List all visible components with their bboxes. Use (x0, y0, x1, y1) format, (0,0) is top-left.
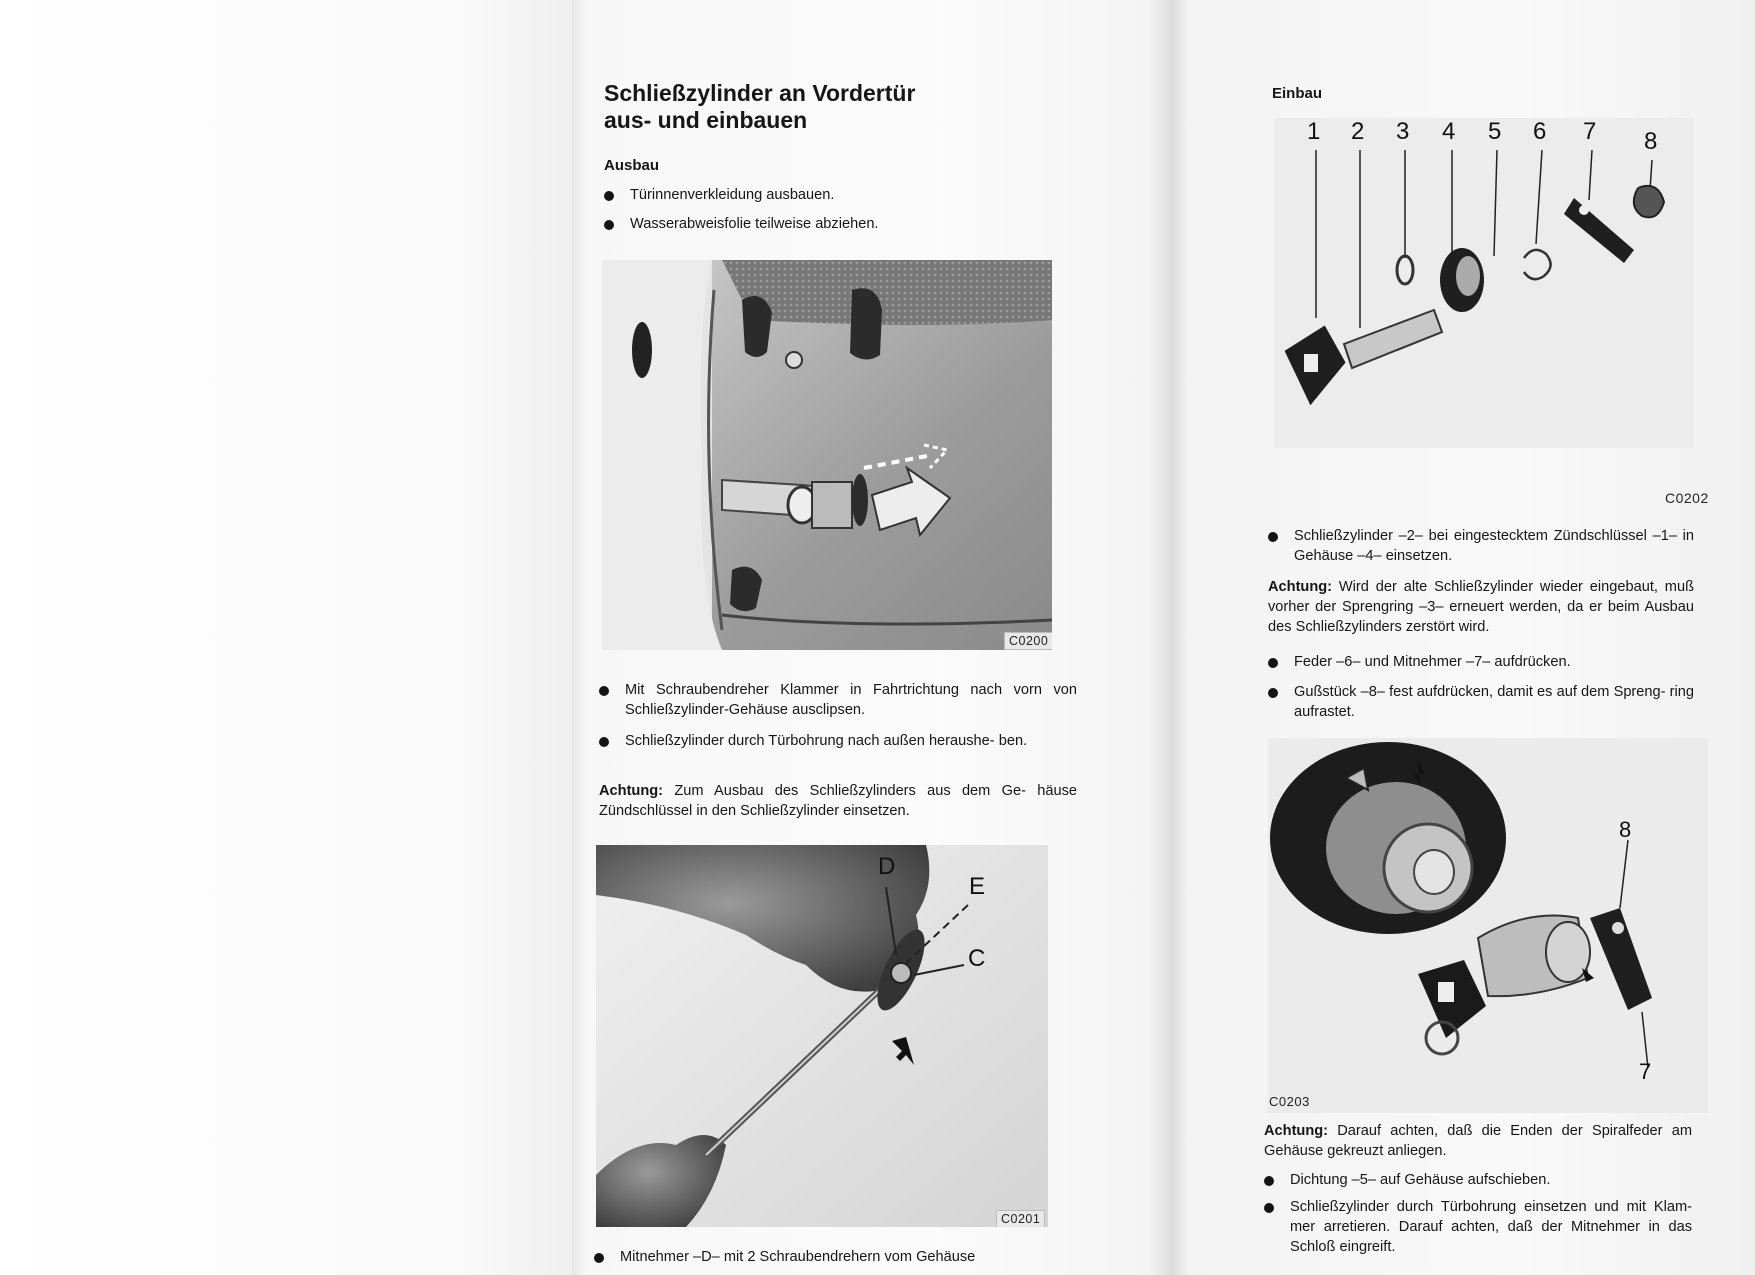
left-blank-page (0, 0, 572, 1275)
bullet-text: Wasserabweisfolie teilweise abziehen. (630, 216, 879, 232)
bullet-text: Mit Schraubendreher Klammer in Fahrtrichtung nach vorn von Schließzylinder-Gehäuse ausclipsen. (625, 682, 1077, 718)
bullet-dot (1264, 1176, 1274, 1186)
part-number-4: 4 (1442, 118, 1456, 145)
exploded-parts-diagram (1274, 118, 1694, 448)
ausbau-heading: Ausbau (604, 157, 660, 174)
bullet-item (604, 214, 1104, 236)
bullet-item (1268, 682, 1694, 724)
bullet-dot (599, 737, 609, 747)
achtung-text: Wird der alte Schließzylinder wieder eingebaut, muß vorher der Sprengring –3– erneuert werden, da er beim Ausbau des Schließzylinders zerstört wird. (1268, 579, 1694, 635)
achtung-label: Achtung: (1268, 579, 1333, 595)
part-number-6: 6 (1533, 118, 1547, 145)
bullet-item (594, 1247, 1074, 1269)
section-title (604, 80, 1044, 134)
photo-door-interior-illustration (602, 260, 1052, 650)
bullet-item (1268, 652, 1694, 674)
achtung-note (1264, 1121, 1692, 1161)
label-d: D (878, 853, 896, 880)
bullet-text: Schließzylinder durch Türbohrung einsetzen und mit Klam- mer arretieren. Darauf achten, daß der Mitnehmer in das Schloß eingreift. (1290, 1199, 1692, 1255)
achtung-note (1268, 577, 1694, 637)
label-c: C (968, 945, 986, 972)
bullet-item (1268, 526, 1694, 568)
label-e: E (969, 873, 986, 900)
bullet-dot (1268, 688, 1278, 698)
achtung-note (599, 781, 1077, 821)
photo-code: C0200 (1004, 632, 1052, 650)
bullet-dot (604, 220, 614, 230)
bullet-item (1264, 1170, 1692, 1192)
part-number-2: 2 (1351, 118, 1365, 145)
bullet-text: Gußstück –8– fest aufdrücken, damit es auf dem Spreng- ring aufrastet. (1294, 684, 1694, 720)
bullet-item (604, 185, 1104, 207)
title-line-1: Schließzylinder an Vordertür (604, 80, 916, 106)
achtung-text: Darauf achten, daß die Enden der Spiralfeder am Gehäuse gekreuzt anliegen. (1264, 1123, 1692, 1159)
bullet-item (599, 680, 1077, 722)
bullet-text: Türinnenverkleidung ausbauen. (630, 187, 835, 203)
bullet-dot (1268, 532, 1278, 542)
photo-assembled-lock-cylinder (1268, 738, 1708, 1113)
bullet-text: Dichtung –5– auf Gehäuse aufschieben. (1290, 1172, 1551, 1188)
photo-code: C0203 (1269, 1094, 1310, 1109)
diagram-code: C0202 (1665, 490, 1709, 506)
title-line-2: aus- und einbauen (604, 107, 808, 133)
bullet-dot (1264, 1203, 1274, 1213)
bullet-item (1264, 1197, 1692, 1261)
achtung-label: Achtung: (1264, 1123, 1329, 1139)
photo-code: C0201 (996, 1210, 1045, 1227)
achtung-label: Achtung: (599, 783, 664, 799)
part-number-7: 7 (1583, 118, 1597, 145)
bullet-dot (604, 191, 614, 201)
middle-page (572, 0, 1172, 1275)
bullet-text: Schließzylinder durch Türbohrung nach außen heraushe- ben. (625, 733, 1028, 749)
bullet-text: Feder –6– und Mitnehmer –7– aufdrücken. (1294, 654, 1571, 670)
bullet-item (599, 731, 1077, 773)
right-page (1172, 0, 1755, 1275)
bullet-text: Mitnehmer –D– mit 2 Schraubendrehern vom Gehäuse (620, 1249, 976, 1265)
photo-door-lock-removal (602, 260, 1052, 650)
bullet-text: Schließzylinder –2– bei eingestecktem Zündschlüssel –1– in Gehäuse –4– einsetzen. (1294, 528, 1694, 564)
bullet-dot (599, 686, 609, 696)
bullet-dot (1268, 658, 1278, 668)
photo-label-7: 7 (1639, 1059, 1652, 1084)
exploded-parts-illustration (1274, 118, 1694, 448)
photo-lock-cylinder-illustration (1268, 738, 1708, 1113)
part-number-1: 1 (1307, 118, 1321, 145)
photo-label-8: 8 (1619, 817, 1632, 842)
photo-screwdriver-illustration (596, 845, 1048, 1227)
part-number-5: 5 (1488, 118, 1502, 145)
bullet-dot (594, 1253, 604, 1263)
photo-screwdriver-removal (596, 845, 1048, 1227)
einbau-heading: Einbau (1272, 85, 1323, 102)
part-number-8: 8 (1644, 128, 1658, 155)
achtung-text: Zum Ausbau des Schließzylinders aus dem Ge- häuse Zündschlüssel in den Schließzylinder einsetzen. (599, 783, 1077, 819)
part-number-3: 3 (1396, 118, 1410, 145)
